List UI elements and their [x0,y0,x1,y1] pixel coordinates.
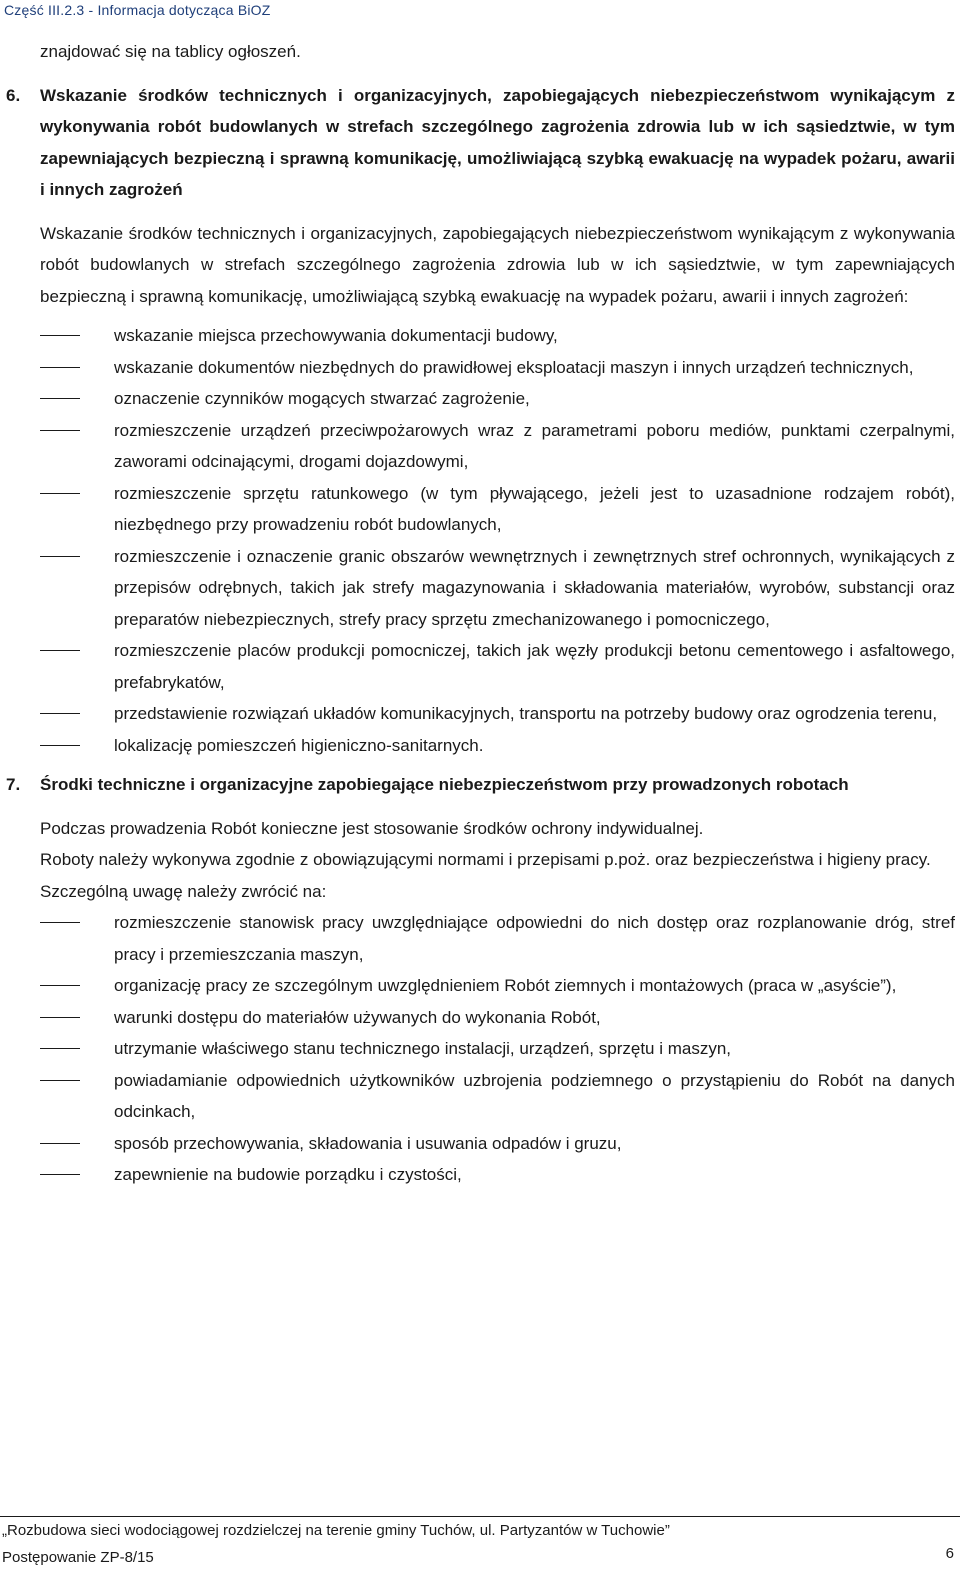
dash-bullet-icon [40,367,80,368]
dash-bullet-icon [40,398,80,399]
list-item-text: sposób przechowywania, składowania i usuwania odpadów i gruzu, [114,1133,622,1153]
list-item [40,907,955,970]
footer-project-title: „Rozbudowa sieci wodociągowej rozdzielczej na terenie gminy Tuchów, ul. Partyzantów w Tuchowie” [2,1522,670,1539]
list-item [40,970,955,1002]
list-item-text: przedstawienie rozwiązań układów komunikacyjnych, transportu na potrzeby budowy oraz ogrodzenia terenu, [114,704,938,723]
list-item [40,320,955,352]
list-item-text: organizację pracy ze szczególnym uwzględnieniem Robót ziemnych i montażowych (praca w „asyście”), [114,976,897,995]
dash-bullet-icon [40,1143,80,1144]
running-header: Część III.2.3 - Informacja dotycząca BiOZ [4,2,271,18]
list-item [40,1033,955,1065]
section-6-number: 6. [6,85,21,105]
list-item [40,1065,955,1128]
dash-bullet-icon [40,713,80,714]
section-7-heading [6,769,955,801]
dash-bullet-icon [40,922,80,923]
footer-case-number: Postępowanie ZP-8/15 [2,1549,154,1566]
intro-line: znajdować się na tablicy ogłoszeń. [40,42,301,61]
list-item [40,478,955,541]
list-item-text: powiadamianie odpowiednich użytkowników uzbrojenia podziemnego o przystąpieniu do Robót na danych odcinkach, [114,1070,955,1121]
dash-bullet-icon [40,1174,80,1175]
list-item-text: zapewnienie na budowie porządku i czystości, [114,1165,462,1184]
section-7-paragraph-3: Szczególną uwagę należy zwrócić na: [40,881,327,901]
dash-bullet-icon [40,493,80,494]
section-6-paragraph: Wskazanie środków technicznych i organizacyjnych, zapobiegających niebezpieczeństwom wynikającym z wykonywania robót budowlanych w strefach szczególnego zagrożenia zdrowia lub w ich sąsiedztwie, w tym zapewniających bezpieczną i sprawną komunikację, umożliwiającą szybką ewakuację na wypadek pożaru, awarii i innych zagrożeń: [40,223,955,306]
section-7-list [40,907,955,1191]
footer-rule [0,1516,960,1517]
section-7-paragraph-1: Podczas prowadzenia Robót konieczne jest stosowanie środków ochrony indywidualnej. [40,818,704,838]
list-item-text: rozmieszczenie urządzeń przeciwpożarowych wraz z parametrami poboru mediów, punktami czerpalnymi, zaworami odcinającymi, drogami dojazdowymi, [114,420,955,471]
dash-bullet-icon [40,430,80,431]
document-body [6,36,955,1191]
list-item-text: rozmieszczenie sprzętu ratunkowego (w tym pływającego, jeżeli jest to uzasadnione rodzajem robót), niezbędnego przy prowadzeniu robót budowlanych, [114,483,955,534]
section-6-list [40,320,955,761]
list-item [40,730,955,762]
section-6-title: Wskazanie środków technicznych i organizacyjnych, zapobiegających niebezpieczeństwom wynikającym z wykonywania robót budowlanych w strefach szczególnego zagrożenia zdrowia lub w ich sąsiedztwie, w tym zapewniających bezpieczną i sprawną komunikację, umożliwiającą szybką ewakuację na wypadek pożaru, awarii i innych zagrożeń [40,85,955,199]
section-7-paragraph-2: Roboty należy wykonywa zgodnie z obowiązującymi normami i przepisami p.poż. oraz bezpieczeństwa i higieny pracy. [40,850,931,869]
dash-bullet-icon [40,335,80,336]
list-item-text: rozmieszczenie placów produkcji pomocniczej, takich jak węzły produkcji betonu cementowego i asfaltowego, prefabrykatów, [114,641,955,692]
list-item [40,1159,955,1191]
list-item-text: rozmieszczenie i oznaczenie granic obszarów wewnętrznych i zewnętrznych stref ochronnych, wynikających z przepisów odrębnych, takich jak strefy magazynowania i składowania materiałów, wyrobów, substancji oraz preparatów niebezpiecznych, strefy pracy sprzętu zmechanizowanego i pomocniczego, [114,546,955,629]
dash-bullet-icon [40,1017,80,1018]
list-item [40,635,955,698]
section-7-title: Środki techniczne i organizacyjne zapobiegające niebezpieczeństwom przy prowadzonych robotach [40,775,849,794]
list-item [40,383,955,415]
list-item [40,541,955,636]
list-item [40,1002,955,1034]
list-item [40,1128,955,1160]
dash-bullet-icon [40,650,80,651]
list-item-text: wskazanie dokumentów niezbędnych do prawidłowej eksploatacji maszyn i innych urządzeń technicznych, [114,357,914,377]
list-item-text: warunki dostępu do materiałów używanych do wykonania Robót, [114,1007,601,1027]
section-7-number: 7. [6,775,21,794]
section-6-heading [6,80,955,206]
list-item-text: rozmieszczenie stanowisk pracy uwzględniające odpowiedni do nich dostęp oraz rozplanowanie dróg, stref pracy i przemieszczania maszyn, [114,913,955,964]
dash-bullet-icon [40,985,80,986]
page-number: 6 [945,1545,954,1562]
dash-bullet-icon [40,556,80,557]
list-item-text: lokalizację pomieszczeń higieniczno-sanitarnych. [114,735,484,755]
list-item-text: oznaczenie czynników mogących stwarzać zagrożenie, [114,389,530,408]
dash-bullet-icon [40,1080,80,1081]
list-item [40,698,955,730]
list-item-text: wskazanie miejsca przechowywania dokumentacji budowy, [114,326,558,345]
dash-bullet-icon [40,745,80,746]
list-item [40,415,955,478]
dash-bullet-icon [40,1048,80,1049]
list-item [40,352,955,384]
list-item-text: utrzymanie właściwego stanu technicznego instalacji, urządzeń, sprzętu i maszyn, [114,1039,732,1058]
